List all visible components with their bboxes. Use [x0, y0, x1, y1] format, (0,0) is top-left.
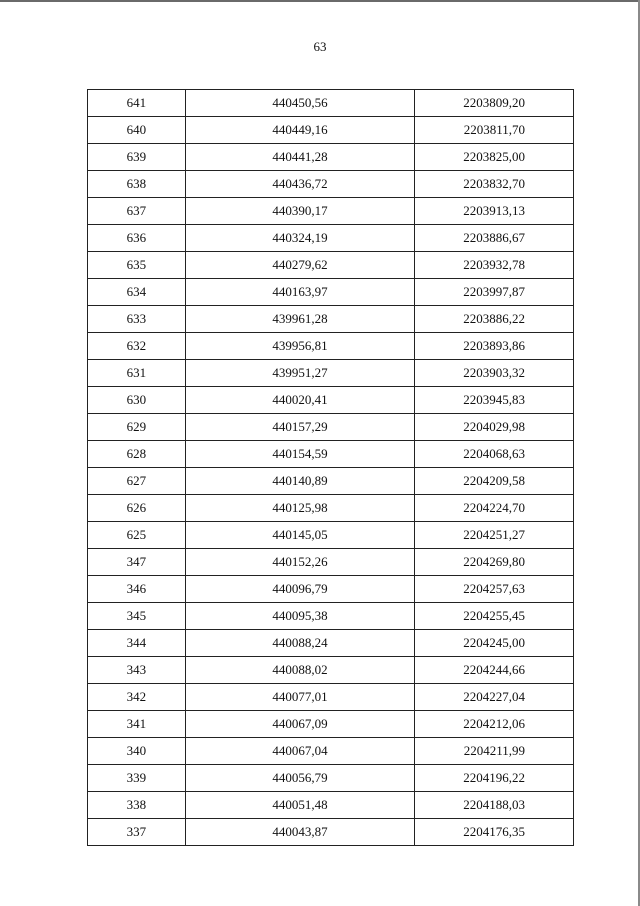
- point-number-cell: 628: [88, 441, 186, 468]
- y-coordinate-cell: 2203997,87: [415, 279, 574, 306]
- table-row: [88, 306, 574, 333]
- y-coordinate-cell: 2203945,83: [415, 387, 574, 414]
- point-number-cell: 627: [88, 468, 186, 495]
- x-coordinate-cell: 440067,04: [185, 738, 414, 765]
- point-number-cell: 345: [88, 603, 186, 630]
- y-coordinate-cell: 2204227,04: [415, 684, 574, 711]
- y-coordinate-cell: 2204245,00: [415, 630, 574, 657]
- x-coordinate-cell: 440279,62: [185, 252, 414, 279]
- scan-edge-top: [0, 0, 640, 2]
- x-coordinate-cell: 440140,89: [185, 468, 414, 495]
- x-coordinate-cell: 440157,29: [185, 414, 414, 441]
- table-row: [88, 414, 574, 441]
- point-number-cell: 337: [88, 819, 186, 846]
- point-number-cell: 338: [88, 792, 186, 819]
- x-coordinate-cell: 439956,81: [185, 333, 414, 360]
- table-row: [88, 171, 574, 198]
- x-coordinate-cell: 440088,24: [185, 630, 414, 657]
- point-number-cell: 640: [88, 117, 186, 144]
- y-coordinate-cell: 2204211,99: [415, 738, 574, 765]
- y-coordinate-cell: 2204196,22: [415, 765, 574, 792]
- y-coordinate-cell: 2204244,66: [415, 657, 574, 684]
- point-number-cell: 339: [88, 765, 186, 792]
- y-coordinate-cell: 2204212,06: [415, 711, 574, 738]
- x-coordinate-cell: 440043,87: [185, 819, 414, 846]
- y-coordinate-cell: 2204224,70: [415, 495, 574, 522]
- point-number-cell: 342: [88, 684, 186, 711]
- x-coordinate-cell: 440125,98: [185, 495, 414, 522]
- y-coordinate-cell: 2204209,58: [415, 468, 574, 495]
- point-number-cell: 636: [88, 225, 186, 252]
- point-number-cell: 631: [88, 360, 186, 387]
- x-coordinate-cell: 440067,09: [185, 711, 414, 738]
- y-coordinate-cell: 2204029,98: [415, 414, 574, 441]
- y-coordinate-cell: 2203811,70: [415, 117, 574, 144]
- x-coordinate-cell: 440051,48: [185, 792, 414, 819]
- table-row: [88, 333, 574, 360]
- point-number-cell: 630: [88, 387, 186, 414]
- point-number-cell: 344: [88, 630, 186, 657]
- x-coordinate-cell: 439951,27: [185, 360, 414, 387]
- coordinates-table-body: [88, 90, 574, 846]
- x-coordinate-cell: 440152,26: [185, 549, 414, 576]
- table-row: [88, 603, 574, 630]
- table-row: [88, 684, 574, 711]
- point-number-cell: 632: [88, 333, 186, 360]
- table-row: [88, 387, 574, 414]
- x-coordinate-cell: 440077,01: [185, 684, 414, 711]
- table-row: [88, 819, 574, 846]
- x-coordinate-cell: 440390,17: [185, 198, 414, 225]
- table-row: [88, 522, 574, 549]
- table-row: [88, 711, 574, 738]
- point-number-cell: 347: [88, 549, 186, 576]
- table-row: [88, 117, 574, 144]
- table-row: [88, 576, 574, 603]
- y-coordinate-cell: 2203903,32: [415, 360, 574, 387]
- x-coordinate-cell: 440450,56: [185, 90, 414, 117]
- point-number-cell: 641: [88, 90, 186, 117]
- x-coordinate-cell: 440056,79: [185, 765, 414, 792]
- x-coordinate-cell: 440088,02: [185, 657, 414, 684]
- y-coordinate-cell: 2204257,63: [415, 576, 574, 603]
- point-number-cell: 341: [88, 711, 186, 738]
- x-coordinate-cell: 440163,97: [185, 279, 414, 306]
- point-number-cell: 633: [88, 306, 186, 333]
- table-row: [88, 90, 574, 117]
- table-row: [88, 252, 574, 279]
- y-coordinate-cell: 2204188,03: [415, 792, 574, 819]
- y-coordinate-cell: 2203913,13: [415, 198, 574, 225]
- table-row: [88, 468, 574, 495]
- table-row: [88, 144, 574, 171]
- point-number-cell: 625: [88, 522, 186, 549]
- y-coordinate-cell: 2203809,20: [415, 90, 574, 117]
- x-coordinate-cell: 440441,28: [185, 144, 414, 171]
- point-number-cell: 626: [88, 495, 186, 522]
- point-number-cell: 639: [88, 144, 186, 171]
- x-coordinate-cell: 440145,05: [185, 522, 414, 549]
- x-coordinate-cell: 439961,28: [185, 306, 414, 333]
- table-row: [88, 657, 574, 684]
- y-coordinate-cell: 2203932,78: [415, 252, 574, 279]
- y-coordinate-cell: 2203886,22: [415, 306, 574, 333]
- point-number-cell: 629: [88, 414, 186, 441]
- y-coordinate-cell: 2203825,00: [415, 144, 574, 171]
- table-row: [88, 225, 574, 252]
- x-coordinate-cell: 440436,72: [185, 171, 414, 198]
- page-number: 63: [313, 39, 327, 54]
- y-coordinate-cell: 2203886,67: [415, 225, 574, 252]
- table-row: [88, 279, 574, 306]
- x-coordinate-cell: 440096,79: [185, 576, 414, 603]
- table-row: [88, 765, 574, 792]
- table-row: [88, 549, 574, 576]
- y-coordinate-cell: 2203893,86: [415, 333, 574, 360]
- y-coordinate-cell: 2204068,63: [415, 441, 574, 468]
- point-number-cell: 343: [88, 657, 186, 684]
- x-coordinate-cell: 440449,16: [185, 117, 414, 144]
- y-coordinate-cell: 2203832,70: [415, 171, 574, 198]
- y-coordinate-cell: 2204251,27: [415, 522, 574, 549]
- point-number-cell: 346: [88, 576, 186, 603]
- point-number-cell: 635: [88, 252, 186, 279]
- x-coordinate-cell: 440020,41: [185, 387, 414, 414]
- table-row: [88, 495, 574, 522]
- point-number-cell: 634: [88, 279, 186, 306]
- table-row: [88, 738, 574, 765]
- y-coordinate-cell: 2204269,80: [415, 549, 574, 576]
- y-coordinate-cell: 2204176,35: [415, 819, 574, 846]
- table-row: [88, 792, 574, 819]
- x-coordinate-cell: 440095,38: [185, 603, 414, 630]
- table-row: [88, 198, 574, 225]
- point-number-cell: 340: [88, 738, 186, 765]
- point-number-cell: 638: [88, 171, 186, 198]
- coordinates-table: [87, 89, 574, 846]
- point-number-cell: 637: [88, 198, 186, 225]
- x-coordinate-cell: 440154,59: [185, 441, 414, 468]
- table-row: [88, 441, 574, 468]
- y-coordinate-cell: 2204255,45: [415, 603, 574, 630]
- table-row: [88, 630, 574, 657]
- x-coordinate-cell: 440324,19: [185, 225, 414, 252]
- table-row: [88, 360, 574, 387]
